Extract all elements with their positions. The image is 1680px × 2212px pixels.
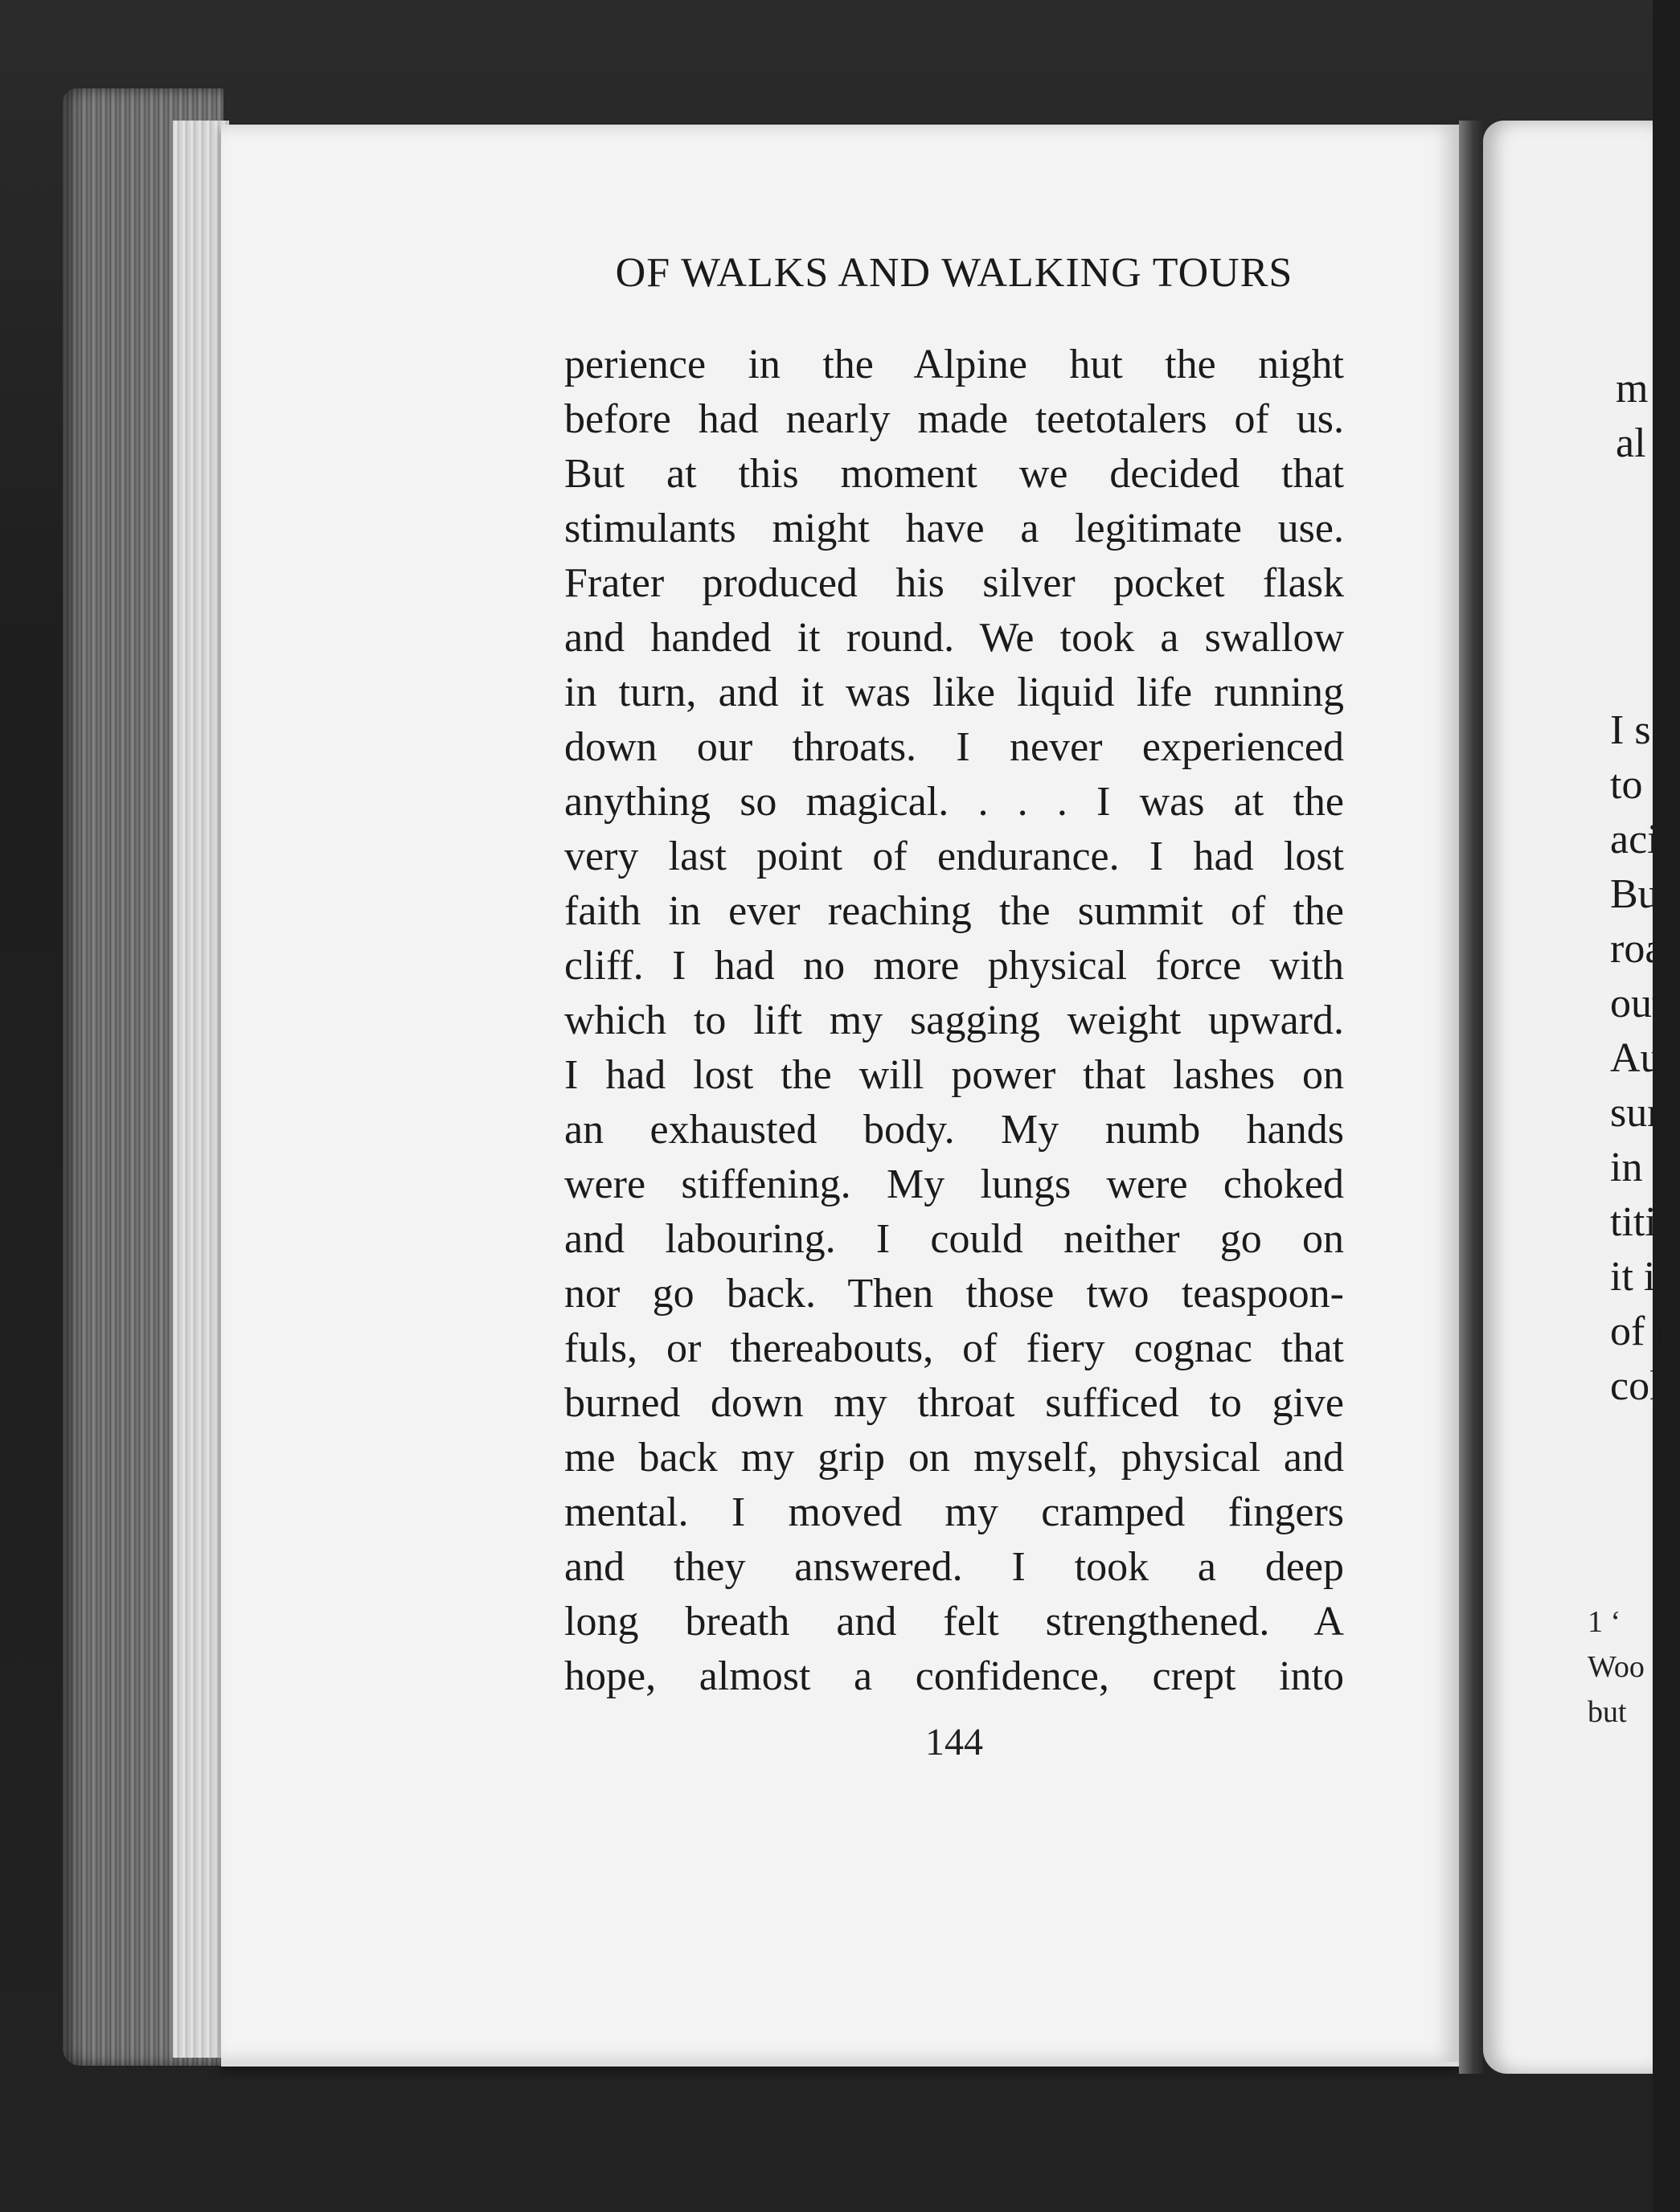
book-gutter <box>1459 121 1483 2074</box>
facing-page-line: out <box>1610 981 1664 1026</box>
text-line: very last point of endurance. I had lost <box>564 834 1344 879</box>
facing-page-footnote-line: but <box>1588 1695 1627 1729</box>
facing-page-line: aci <box>1610 817 1659 862</box>
facing-page-line: colc <box>1610 1363 1680 1409</box>
text-line: down our throats. I never experienced <box>564 724 1344 770</box>
facing-page-line: Bu <box>1610 871 1659 917</box>
facing-page-line: of r <box>1610 1309 1670 1354</box>
text-line: hope, almost a confidence, crept into <box>564 1653 1344 1699</box>
text-line: burned down my throat sufficed to give <box>564 1380 1344 1426</box>
body-text <box>564 338 1344 1704</box>
facing-page-footnote-line: Woo <box>1588 1650 1645 1684</box>
text-line: mental. I moved my cramped fingers <box>564 1489 1344 1535</box>
facing-page-line: in <box>1610 1145 1643 1190</box>
text-line: and handed it round. We took a swallow <box>564 615 1344 661</box>
text-line: and labouring. I could neither go on <box>564 1216 1344 1262</box>
facing-page-footnote-line: 1 ‘ <box>1588 1605 1621 1639</box>
text-line: Frater produced his silver pocket flask <box>564 560 1344 606</box>
text-line: an exhausted body. My numb hands <box>564 1107 1344 1153</box>
text-line: But at this moment we decided that <box>564 451 1344 497</box>
text-line: long breath and felt strengthened. A <box>564 1599 1344 1645</box>
text-line: faith in ever reaching the summit of the <box>564 888 1344 934</box>
text-line: in turn, and it was like liquid life running <box>564 670 1344 715</box>
text-line: perience in the Alpine hut the night <box>564 342 1344 387</box>
facing-page-line: sur <box>1610 1090 1662 1136</box>
page-number: 144 <box>925 1721 983 1763</box>
running-head: OF WALKS AND WALKING TOURS <box>615 250 1293 296</box>
facing-page-line: to <box>1610 762 1643 808</box>
text-line: cliff. I had no more physical force with <box>564 943 1344 989</box>
facing-page-line: al <box>1616 420 1646 466</box>
text-line: anything so magical. . . . I was at the <box>564 779 1344 825</box>
facing-page-line: titi <box>1610 1199 1657 1245</box>
text-line: before had nearly made teetotalers of us. <box>564 396 1344 442</box>
facing-page-line: roa <box>1610 926 1664 972</box>
text-line: and they answered. I took a deep <box>564 1544 1344 1590</box>
text-line: me back my grip on myself, physical and <box>564 1435 1344 1481</box>
text-line: fuls, or thereabouts, of fiery cognac that <box>564 1325 1344 1371</box>
facing-page-line: I s <box>1610 707 1651 753</box>
text-line: stimulants might have a legitimate use. <box>564 506 1344 551</box>
text-line: nor go back. Then those two teaspoon- <box>564 1271 1344 1317</box>
text-line: which to lift my sagging weight upward. <box>564 997 1344 1043</box>
text-line: I had lost the will power that lashes on <box>564 1052 1344 1098</box>
text-line: were stiffening. My lungs were choked <box>564 1161 1344 1207</box>
facing-page-line: Au <box>1610 1035 1662 1081</box>
facing-page-line: it is <box>1610 1254 1672 1300</box>
facing-page-line: m <box>1616 366 1649 412</box>
